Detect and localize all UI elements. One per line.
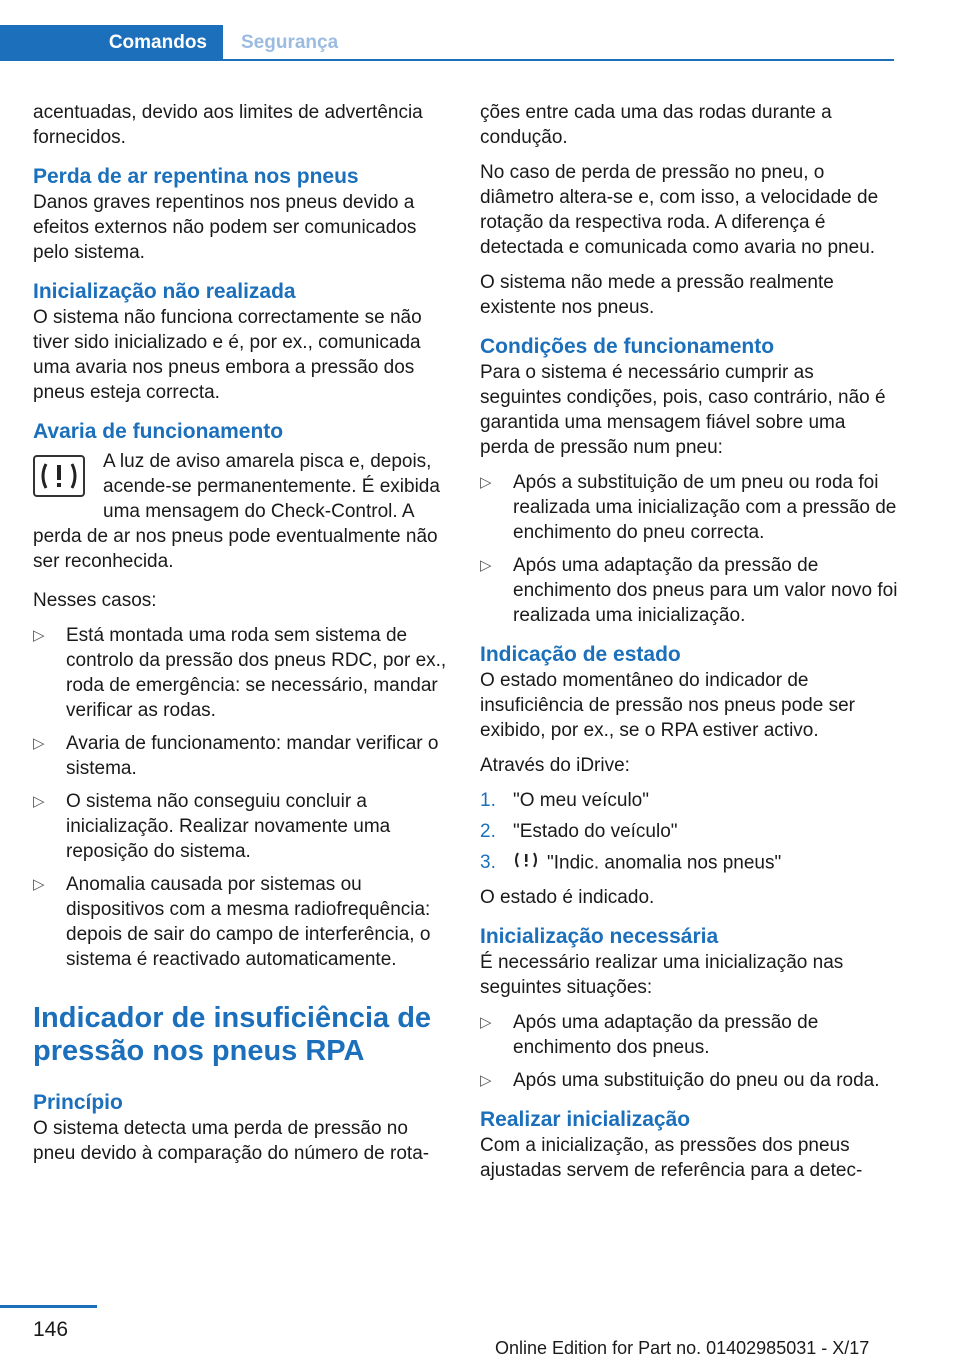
heading-rpa: Indicador de insuficiência de pressão nos pneus RPA <box>33 1002 432 1067</box>
section-estado <box>480 642 898 910</box>
section-realizar <box>480 1107 898 1183</box>
tire-pressure-warning-icon <box>33 455 85 497</box>
avaria-bullet-list <box>33 623 451 972</box>
right-column <box>480 100 898 1193</box>
triangle-right-icon: ▷ <box>33 793 45 810</box>
paragraph-caso: No caso de perda de pressão no pneu, o diâmetro altera-se e, com isso, a velocidade de rotação da respectiva roda. A diferença é detectada e comunicada como avaria no pneu. <box>480 162 879 258</box>
paragraph-idrive: Através do iDrive: <box>480 755 630 776</box>
heading-principio: Princípio <box>33 1091 123 1114</box>
paragraph-principio: O sistema detecta uma perda de pressão no pneu devido à comparação do número de rota- <box>33 1118 430 1164</box>
heading-necessaria: Inicialização necessária <box>480 925 719 948</box>
section-rpa <box>33 1002 451 1166</box>
list-item: ▷ Anomalia causada por sistemas ou dispositivos com a mesma radiofrequência: depois de sair do campo de interferência, o sistema é reactivado automaticamente. <box>33 874 431 970</box>
heading-condicoes: Condições de funcionamento <box>480 335 775 358</box>
chapter-tabbar <box>0 25 894 61</box>
heading-avaria: Avaria de funcionamento <box>33 420 284 443</box>
paragraph-condicoes: Para o sistema é necessário cumprir as seguintes condições, pois, caso contrário, não é garantida uma mensagem fiável sobre uma perda de pressão num pneu: <box>480 362 886 458</box>
paragraph-indicado: O estado é indicado. <box>480 887 655 908</box>
list-item: ▷ Avaria de funcionamento: mandar verificar o sistema. <box>33 733 439 779</box>
list-item: ▷ Após a substituição de um pneu ou roda foi realizada uma inicialização com a pressão de enchimento do pneu correcta. <box>480 472 897 543</box>
list-item: ▷ Está montada uma roda sem sistema de controlo da pressão dos pneus RDC, por ex., roda de emergência: se necessário, mandar verificar as rodas. <box>33 625 447 721</box>
paragraph-realizar: Com a inicialização, as pressões dos pneus ajustadas servem de referência para a detec- <box>480 1135 863 1181</box>
edition-note: Online Edition for Part no. 01402985031 - X/17 <box>495 1338 870 1358</box>
tab-comandos[interactable]: Comandos <box>0 25 223 61</box>
list-item: ▷ Após uma substituição do pneu ou da roda. <box>480 1070 880 1091</box>
page-number: 146 <box>33 1318 69 1341</box>
triangle-right-icon: ▷ <box>480 474 492 491</box>
idrive-steps <box>480 788 898 877</box>
triangle-right-icon: ▷ <box>33 627 45 644</box>
triangle-right-icon: ▷ <box>33 735 45 752</box>
paragraph-inicializacao: O sistema não funciona correctamente se não tiver sido inicializado e é, por ex., comunicada uma avaria nos pneus embora a pressão dos pneus esteja correcta. <box>33 307 422 403</box>
section-inicializacao <box>33 279 451 405</box>
list-item: ▷ O sistema não conseguiu concluir a inicialização. Realizar novamente uma reposição do sistema. <box>33 791 391 862</box>
condicoes-bullet-list <box>480 470 898 628</box>
triangle-right-icon: ▷ <box>33 876 45 893</box>
paragraph-intro: acentuadas, devido aos limites de advertência fornecidos. <box>33 102 423 148</box>
footer-rule <box>0 1305 97 1308</box>
heading-estado: Indicação de estado <box>480 643 681 666</box>
triangle-right-icon: ▷ <box>480 1014 492 1031</box>
left-column <box>33 100 451 1176</box>
paragraph-nao-mede: O sistema não mede a pressão realmente existente nos pneus. <box>480 272 834 318</box>
paragraph-estado: O estado momentâneo do indicador de insuficiência de pressão nos pneus pode ser exibido, por ex., se o RPA estiver activo. <box>480 670 855 741</box>
paragraph-perda: Danos graves repentinos nos pneus devido a efeitos externos não podem ser comunicados pelo sistema. <box>33 192 417 263</box>
heading-inicializacao: Inicialização não realizada <box>33 280 296 303</box>
list-item: 3. "Indic. anomalia nos pneus" <box>480 850 898 877</box>
list-item: ▷ Após uma adaptação da pressão de enchimento dos pneus para um valor novo foi realizada uma inicialização. <box>480 555 898 626</box>
heading-realizar: Realizar inicialização <box>480 1108 691 1131</box>
section-perda <box>33 164 451 265</box>
tab-underline <box>0 59 894 61</box>
triangle-right-icon: ▷ <box>480 1072 492 1089</box>
list-item: 2. "Estado do veículo" <box>480 821 678 842</box>
tab-seguranca[interactable]: Segurança <box>241 32 339 53</box>
section-condicoes <box>480 334 898 628</box>
list-item: 1. "O meu veículo" <box>480 790 649 811</box>
section-avaria <box>33 419 451 972</box>
paragraph-necessaria: É necessário realizar uma inicialização nas seguintes situações: <box>480 952 844 998</box>
paragraph-nesses: Nesses casos: <box>33 590 157 611</box>
list-item: ▷ Após uma adaptação da pressão de enchimento dos pneus. <box>480 1012 819 1058</box>
triangle-right-icon: ▷ <box>480 557 492 574</box>
paragraph-avaria: A luz de aviso amarela pisca e, depois, acende-se permanentemente. É exibida uma mensagem do Check-Control. A perda de ar nos pneus pode eventualmente não ser reconhecida. <box>33 451 440 572</box>
heading-perda: Perda de ar repentina nos pneus <box>33 165 359 188</box>
necessaria-bullet-list <box>480 1010 898 1093</box>
tire-pressure-warning-icon <box>513 850 539 877</box>
section-necessaria <box>480 924 898 1093</box>
paragraph-continuation: ções entre cada uma das rodas durante a condução. <box>480 102 832 148</box>
